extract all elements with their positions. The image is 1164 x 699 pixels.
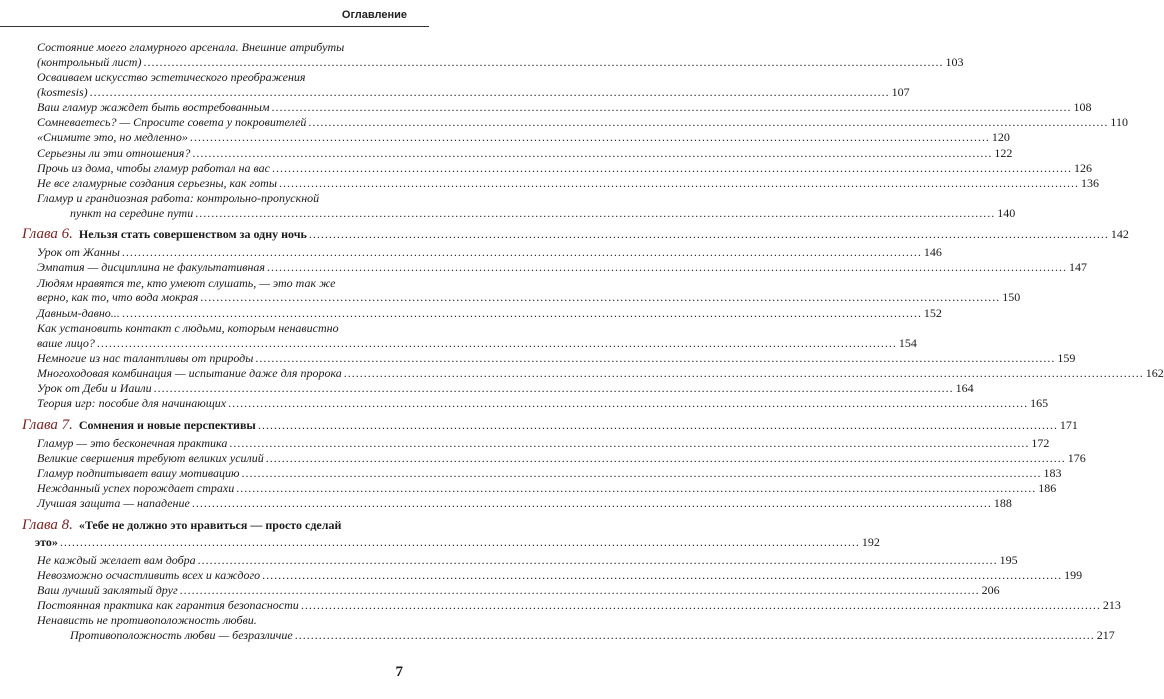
dot-leader: ........................................................................................................................................................................................................ (143, 54, 944, 69)
toc-line (37, 290, 1021, 305)
toc-entry-title: Ненависть не противоположность любви. (37, 613, 257, 628)
toc-line (37, 335, 917, 350)
toc-line (37, 115, 1128, 130)
toc-line (22, 226, 1129, 243)
toc-entry-title: Нельзя стать совершенством за одну ночь (78, 227, 307, 242)
toc-page-number: 162 (1145, 366, 1164, 380)
toc-line (37, 583, 1000, 597)
toc-entry-title: Людям нравятся те, кто умеют слушать, — это так же (37, 275, 336, 290)
toc-line (37, 260, 1088, 275)
dot-leader: ........................................................................................................................................................................................................ (278, 176, 1079, 190)
toc-line (37, 84, 910, 99)
toc-entry-title: «Снимите это, но медленно» (37, 130, 188, 145)
toc-page-number: 186 (1038, 481, 1057, 496)
toc-page-number: 146 (923, 245, 942, 260)
toc-entry-title: Серьезны ли эти отношения? (37, 145, 191, 160)
toc-line (37, 191, 393, 205)
toc-entry-title: Многоходовая комбинация — испытание даже для пророка (37, 366, 342, 380)
dot-leader: ........................................................................................................................................................................................................ (255, 350, 1056, 365)
dot-leader: ........................................................................................................................................................................................................ (200, 290, 1001, 305)
toc-page-number: 195 (999, 552, 1018, 567)
toc-entry-title: (kosmesis) (37, 84, 88, 99)
toc-entry-title: Ваш гламур жаждет быть востребованным (37, 100, 270, 114)
toc-page-number: 176 (1067, 450, 1086, 465)
toc-entry-title: Великие свершения требуют великих усилий (37, 450, 264, 465)
dot-leader: ........................................................................................................................................................................................................ (271, 100, 1072, 114)
toc-entry-title: «Тебе не должно это нравиться — просто сделай (78, 517, 342, 532)
toc-entry-title: Лучшая защита — нападение (37, 496, 190, 511)
toc-line (37, 276, 393, 290)
toc-line (37, 54, 964, 69)
toc-page-number: 188 (993, 496, 1012, 511)
dot-leader: ........................................................................................................................................................................................................ (300, 598, 1101, 613)
toc-line (37, 396, 1049, 411)
toc-page-number: 142 (1110, 227, 1129, 242)
toc-line (37, 350, 1076, 365)
dot-leader: ........................................................................................................................................................................................................ (257, 417, 1058, 432)
toc-line (37, 40, 393, 54)
toc-entry-title: Осваиваем искусство эстетического преображения (37, 70, 306, 84)
toc-entry-title: пункт на середине пути (70, 205, 194, 220)
toc-entry-title: Постоянная практика как гарантия безопасности (37, 598, 299, 613)
toc-page-number: 199 (1064, 567, 1083, 582)
toc-line (37, 321, 393, 335)
toc-entry-title: Как установить контакт с людьми, которым ненавистно (37, 320, 339, 335)
toc-page-number: 152 (923, 305, 942, 320)
dot-leader: ........................................................................................................................................................................................................ (191, 496, 992, 511)
dot-leader: ........................................................................................................................................................................................................ (267, 260, 1068, 275)
toc-page-number: 213 (1102, 598, 1121, 613)
toc-entry-title: Гламур — это бесконечная практика (37, 435, 228, 450)
toc-page-number: 122 (994, 145, 1013, 160)
page-number: 7 (395, 664, 403, 680)
toc-page-number: 192 (861, 534, 880, 549)
toc-entry-title: Не все гламурные создания серьезны, как готы (37, 176, 277, 190)
toc-page-number: 154 (898, 335, 917, 350)
toc-line (22, 518, 393, 532)
toc-entry-title: Ваш лучший заклятый друг (37, 583, 178, 597)
toc-line (37, 160, 1092, 175)
dot-leader: ........................................................................................................................................................................................................ (241, 466, 1042, 480)
dot-leader: ........................................................................................................................................................................................................ (308, 115, 1109, 130)
toc-page-number: 164 (955, 381, 974, 396)
toc-line (37, 70, 393, 84)
toc-line (37, 466, 1062, 480)
toc-entry-title: Сомневаетесь? — Спросите совета у покровителей (37, 115, 307, 130)
dot-leader: ........................................................................................................................................................................................................ (294, 628, 1095, 643)
dot-leader: ........................................................................................................................................................................................................ (96, 335, 897, 350)
toc-page-number: 120 (991, 130, 1010, 145)
toc-entry-title: верно, как то, что вода мокрая (37, 290, 199, 305)
dot-leader: ........................................................................................................................................................................................................ (308, 227, 1109, 242)
chapter-label: Глава 7. (22, 416, 73, 433)
toc-page-number: 136 (1080, 176, 1099, 190)
toc-entry-title: Теория игр: пособие для начинающих (37, 396, 227, 411)
toc-line (37, 481, 1057, 496)
dot-leader: ........................................................................................................................................................................................................ (59, 534, 860, 549)
toc-line (35, 534, 880, 549)
toc-line (37, 100, 1092, 114)
toc-page-number: 103 (945, 54, 964, 69)
dot-leader: ........................................................................................................................................................................................................ (153, 381, 954, 396)
toc-page-number: 172 (1031, 435, 1050, 450)
toc-page-number: 108 (1073, 100, 1092, 114)
toc-entry-title: Гламур подпитывает вашу мотивацию (37, 466, 240, 480)
dot-leader: ........................................................................................................................................................................................................ (195, 205, 996, 220)
dot-leader: ........................................................................................................................................................................................................ (189, 130, 990, 145)
dot-leader: ........................................................................................................................................................................................................ (229, 435, 1030, 450)
dot-leader: ........................................................................................................................................................................................................ (179, 583, 980, 597)
header-rule (0, 26, 429, 27)
toc-line (37, 567, 1083, 582)
toc-entry-title: Эмпатия — дисциплина не факультативная (37, 260, 266, 275)
toc-page-number: 126 (1073, 160, 1092, 175)
toc-entry-title: Гламур и грандиозная работа: контрольно-пропускной (37, 191, 320, 206)
dot-leader: ........................................................................................................................................................................................................ (262, 567, 1063, 582)
chapter-label: Глава 6. (22, 226, 73, 243)
toc-entry-title: Урок от Жанны (37, 245, 120, 260)
dot-leader: ........................................................................................................................................................................................................ (89, 84, 890, 99)
toc-page-number: 147 (1069, 260, 1088, 275)
toc-line (37, 381, 974, 396)
toc-page-number: 183 (1043, 466, 1062, 480)
toc-line (37, 450, 1086, 465)
toc-line (37, 245, 942, 260)
toc-entry-title: Давным-давно... (37, 305, 120, 320)
toc-entry-title: Невозможно осчастливить всех и каждого (37, 567, 261, 582)
toc-line (37, 613, 393, 627)
toc-page-number: 140 (997, 205, 1016, 220)
toc-entry-title: Противоположность любви — безразличие (70, 628, 293, 643)
dot-leader: ........................................................................................................................................................................................................ (271, 160, 1072, 175)
toc-entry-title: Прочь из дома, чтобы гламур работал на вас (37, 160, 270, 175)
toc-line (22, 416, 1078, 433)
toc-line (70, 628, 1115, 643)
toc-entry-title: Нежданный успех порождает страхи (37, 481, 235, 496)
dot-leader: ........................................................................................................................................................................................................ (121, 305, 922, 320)
toc-line (37, 598, 1121, 613)
toc-line (37, 366, 1164, 380)
running-header: Оглавление (341, 9, 407, 21)
toc-line (37, 496, 1012, 511)
toc-entry-title: Сомнения и новые перспективы (78, 417, 256, 432)
dot-leader: ........................................................................................................................................................................................................ (192, 145, 993, 160)
toc-entry-title: Немногие из нас талантливы от природы (37, 350, 254, 365)
dot-leader: ........................................................................................................................................................................................................ (343, 366, 1144, 380)
toc-line (37, 130, 1010, 145)
toc-page-number: 217 (1096, 628, 1115, 643)
dot-leader: ........................................................................................................................................................................................................ (236, 481, 1037, 496)
toc-line (37, 305, 942, 320)
toc-line (37, 552, 1018, 567)
toc-line (37, 176, 1099, 190)
toc-page-number: 206 (981, 583, 1000, 597)
dot-leader: ........................................................................................................................................................................................................ (197, 552, 998, 567)
toc-page-number: 159 (1057, 350, 1076, 365)
toc-entry-title: ваше лицо? (37, 335, 95, 350)
toc-line (37, 435, 1050, 450)
toc-entry-title: Состояние моего гламурного арсенала. Внешние атрибуты (37, 40, 345, 54)
toc-page-number: 171 (1059, 417, 1078, 432)
toc-page-number: 165 (1030, 396, 1049, 411)
dot-leader: ........................................................................................................................................................................................................ (121, 245, 922, 260)
toc-page-number: 107 (891, 84, 910, 99)
toc-entry-title: это» (35, 534, 58, 549)
toc-line (70, 205, 1016, 220)
toc-entry-title: Урок от Деби и Иаили (37, 381, 152, 396)
chapter-label: Глава 8. (22, 516, 73, 533)
toc-page-number: 110 (1110, 115, 1128, 130)
toc-entry-title: Не каждый желает вам добра (37, 552, 196, 567)
toc-line (37, 145, 1013, 160)
dot-leader: ........................................................................................................................................................................................................ (265, 450, 1066, 465)
toc-page-number: 150 (1002, 290, 1021, 305)
toc-entry-title: (контрольный лист) (37, 54, 142, 69)
dot-leader: ........................................................................................................................................................................................................ (228, 396, 1029, 411)
